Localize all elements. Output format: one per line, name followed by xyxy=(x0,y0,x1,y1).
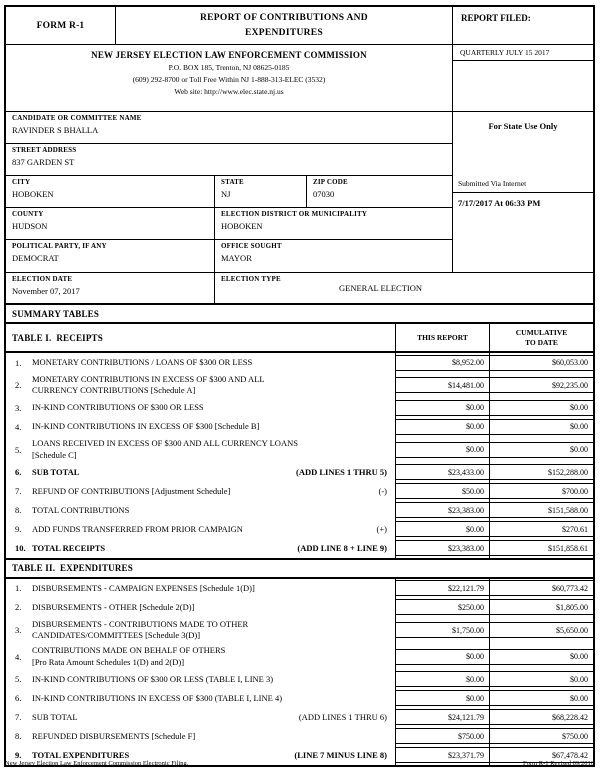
zip-field xyxy=(307,176,452,207)
row-description xyxy=(6,436,395,462)
amount-cumulative: $151,858.61 xyxy=(490,540,593,556)
form-title xyxy=(116,7,452,44)
amount-cumulative-cell xyxy=(489,539,593,558)
candidate-section xyxy=(6,112,593,273)
amount-this-report-cell xyxy=(395,417,489,436)
row-number: 7. xyxy=(15,486,22,497)
amount-cumulative: $60,053.00 xyxy=(490,355,593,371)
row-label xyxy=(32,486,230,497)
amount-this-report: $0.00 xyxy=(396,690,489,706)
amount-cumulative-cell xyxy=(489,643,593,669)
row-number: 9. xyxy=(15,750,22,761)
election-date-value: November 07, 2017 xyxy=(12,286,80,296)
amount-cumulative-cell xyxy=(489,463,593,482)
table1-row-3 xyxy=(6,398,593,417)
candidate-fields xyxy=(6,112,453,272)
street-field xyxy=(6,144,452,175)
amount-this-report: $14,481.00 xyxy=(396,377,489,393)
amount-this-report-cell xyxy=(395,670,489,689)
row-number: 9. xyxy=(15,524,22,535)
amount-this-report: $23,383.00 xyxy=(396,540,489,556)
amount-this-report-cell xyxy=(395,436,489,462)
submission-timestamp: 7/17/2017 At 06:33 PM xyxy=(458,197,541,208)
row-label-line: IN-KIND CONTRIBUTIONS OF $300 OR LESS xyxy=(32,402,204,413)
row-label xyxy=(32,602,194,613)
commission-name: NEW JERSEY ELECTION LAW ENFORCEMENT COMMISSION xyxy=(91,50,367,60)
form-number: FORM R-1 xyxy=(6,7,116,44)
row-label xyxy=(32,402,204,413)
election-type-label: ELECTION TYPE xyxy=(221,275,281,283)
state-use-bottom-spacer xyxy=(453,208,593,272)
amount-this-report: $0.00 xyxy=(396,521,489,537)
column-header-this-report xyxy=(395,324,489,351)
row-number: 2. xyxy=(15,380,22,391)
table2-rows xyxy=(6,579,593,765)
row-label-line: TOTAL CONTRIBUTIONS xyxy=(32,504,130,515)
table2-row-3 xyxy=(6,617,593,643)
election-date-label: ELECTION DATE xyxy=(12,275,73,283)
district-label: ELECTION DISTRICT OR MUNICIPALITY xyxy=(221,210,368,218)
amount-this-report: $50.00 xyxy=(396,483,489,499)
table2-row-2 xyxy=(6,598,593,617)
county-value: HUDSON xyxy=(12,221,48,231)
report-filed-box xyxy=(453,7,593,111)
row-label-line: SUB TOTAL xyxy=(32,711,78,722)
party-label: POLITICAL PARTY, IF ANY xyxy=(12,242,107,250)
header-left xyxy=(6,7,453,111)
amount-this-report: $0.00 xyxy=(396,671,489,687)
amount-this-report-cell xyxy=(395,463,489,482)
row-label-line: ADD FUNDS TRANSFERRED FROM PRIOR CAMPAIGN xyxy=(32,523,243,534)
amount-this-report-cell xyxy=(395,398,489,417)
cumulative-label: CUMULATIVE TO DATE xyxy=(515,328,568,347)
row-formula-note: (LINE 7 MINUS LINE 8) xyxy=(294,750,387,761)
amount-cumulative-cell xyxy=(489,617,593,643)
city-field xyxy=(6,176,215,207)
amount-this-report-cell xyxy=(395,501,489,520)
row-label-line: TOTAL EXPENDITURES xyxy=(32,749,130,760)
row-label-line: DISBURSEMENTS - CAMPAIGN EXPENSES [Schedule 1(D)] xyxy=(32,582,255,593)
commission-block xyxy=(6,45,452,111)
city-value: HOBOKEN xyxy=(12,189,54,199)
row-formula-note: (ADD LINE 8 + LINE 9) xyxy=(297,543,387,554)
table1-row-7 xyxy=(6,482,593,501)
amount-this-report: $24,121.79 xyxy=(396,709,489,725)
street-value: 837 GARDEN ST xyxy=(12,157,75,167)
row-description xyxy=(6,398,395,417)
row-label xyxy=(32,645,225,667)
row-label xyxy=(32,712,78,723)
table2-row-4 xyxy=(6,643,593,669)
candidate-name-value: RAVINDER S BHALLA xyxy=(12,125,99,135)
form-title-line1: REPORT OF CONTRIBUTIONS AND xyxy=(200,13,368,23)
row-label xyxy=(32,583,255,594)
office-field xyxy=(215,240,452,272)
amount-cumulative: $152,288.00 xyxy=(490,464,593,480)
amount-cumulative-cell xyxy=(489,579,593,598)
title-row xyxy=(6,7,452,45)
table1-row-9 xyxy=(6,520,593,539)
row-formula-note: (-) xyxy=(378,486,387,497)
amount-this-report-cell xyxy=(395,643,489,669)
row-description xyxy=(6,372,395,398)
amount-cumulative-cell xyxy=(489,520,593,539)
row-label xyxy=(32,467,79,478)
row-label xyxy=(32,374,265,396)
row-number: 7. xyxy=(15,712,22,723)
amount-this-report: $8,952.00 xyxy=(396,355,489,371)
amount-this-report-cell xyxy=(395,708,489,727)
row-formula-note: (+) xyxy=(376,524,387,535)
amount-cumulative: $0.00 xyxy=(490,649,593,665)
amount-cumulative: $68,228.42 xyxy=(490,709,593,725)
amount-this-report: $23,383.00 xyxy=(396,502,489,518)
table1-header xyxy=(6,324,593,353)
amount-cumulative: $0.00 xyxy=(490,690,593,706)
zip-value: 07030 xyxy=(313,189,335,199)
amount-cumulative: $5,650.00 xyxy=(490,622,593,638)
row-description xyxy=(6,463,395,482)
table1-row-5 xyxy=(6,436,593,462)
amount-this-report-cell xyxy=(395,520,489,539)
amount-cumulative-cell xyxy=(489,670,593,689)
row-label-line: CANDIDATES/COMMITTEES [Schedule 3(D)] xyxy=(32,630,201,641)
row-description xyxy=(6,643,395,669)
row-description xyxy=(6,539,395,558)
election-row xyxy=(6,273,593,303)
amount-cumulative: $700.00 xyxy=(490,483,593,499)
row-label xyxy=(32,543,105,554)
amount-this-report-cell xyxy=(395,727,489,746)
amount-cumulative: $0.00 xyxy=(490,671,593,687)
street-row xyxy=(6,144,452,176)
row-label xyxy=(32,731,195,742)
row-label xyxy=(32,524,243,535)
row-number: 6. xyxy=(15,467,22,478)
amount-this-report: $750.00 xyxy=(396,728,489,744)
row-label-line: REFUND OF CONTRIBUTIONS [Adjustment Schedule] xyxy=(32,485,231,496)
amount-this-report: $1,750.00 xyxy=(396,622,489,638)
table1-rows xyxy=(6,353,593,558)
amount-this-report: $0.00 xyxy=(396,649,489,665)
table2-row-7 xyxy=(6,708,593,727)
election-type-value: GENERAL ELECTION xyxy=(339,283,423,293)
state-use-box xyxy=(453,112,593,272)
row-label xyxy=(32,693,282,704)
row-label-line: IN-KIND CONTRIBUTIONS OF $300 OR LESS (TABLE I, LINE 3) xyxy=(32,673,274,684)
row-number: 2. xyxy=(15,602,22,613)
row-label-line: CURRENCY CONTRIBUTIONS [Schedule A] xyxy=(32,385,196,396)
amount-this-report: $23,433.00 xyxy=(396,464,489,480)
row-label xyxy=(32,619,248,641)
row-number: 3. xyxy=(15,625,22,636)
amount-this-report-cell xyxy=(395,579,489,598)
table1-row-6 xyxy=(6,463,593,482)
office-label: OFFICE SOUGHT xyxy=(221,242,282,250)
election-type-field xyxy=(215,273,593,303)
row-label-line: REFUNDED DISBURSEMENTS [Schedule F] xyxy=(32,730,196,741)
row-label-line: [Schedule C] xyxy=(32,449,77,460)
row-label-line: MONETARY CONTRIBUTIONS / LOANS OF $300 OR LESS xyxy=(32,356,253,367)
party-value: DEMOCRAT xyxy=(12,253,59,263)
row-number: 1. xyxy=(15,357,22,368)
amount-cumulative: $0.00 xyxy=(490,400,593,416)
row-label xyxy=(32,674,273,685)
column-header-cumulative xyxy=(489,324,593,351)
row-label-line: IN-KIND CONTRIBUTIONS IN EXCESS OF $300 [Schedule B] xyxy=(32,421,260,432)
row-number: 8. xyxy=(15,505,22,516)
amount-this-report: $0.00 xyxy=(396,442,489,458)
election-date-field xyxy=(6,273,215,303)
row-description xyxy=(6,689,395,708)
form-header xyxy=(6,7,593,112)
table2-row-5 xyxy=(6,670,593,689)
amount-cumulative-cell xyxy=(489,501,593,520)
row-label-line: SUB TOTAL xyxy=(32,466,80,477)
row-description xyxy=(6,727,395,746)
row-description xyxy=(6,670,395,689)
table1-row-4 xyxy=(6,417,593,436)
amount-cumulative-cell xyxy=(489,727,593,746)
city-state-zip-row xyxy=(6,176,452,208)
amount-cumulative: $0.00 xyxy=(490,442,593,458)
amount-cumulative-cell xyxy=(489,436,593,462)
party-field xyxy=(6,240,215,272)
row-description xyxy=(6,520,395,539)
candidate-name-label: CANDIDATE OR COMMITTEE NAME xyxy=(12,114,142,122)
candidate-name-row xyxy=(6,112,452,144)
row-label-line: LOANS RECEIVED IN EXCESS OF $300 AND ALL CURRENCY LOANS xyxy=(32,438,298,449)
amount-cumulative-cell xyxy=(489,417,593,436)
row-number: 1. xyxy=(15,583,22,594)
row-label-line: IN-KIND CONTRIBUTIONS IN EXCESS OF $300 (TABLE I, LINE 4) xyxy=(32,692,283,703)
row-number: 4. xyxy=(15,651,22,662)
amount-cumulative: $1,805.00 xyxy=(490,599,593,615)
footer-right-note: Form R-1 Revised 09/2016 xyxy=(523,760,594,767)
report-filed-label: REPORT FILED: xyxy=(453,7,593,45)
row-label-line: [Pro Rata Amount Schedules 1(D) and 2(D)] xyxy=(32,656,185,667)
city-label: CITY xyxy=(12,178,31,186)
row-number: 8. xyxy=(15,731,22,742)
row-number: 6. xyxy=(15,693,22,704)
amount-cumulative: $750.00 xyxy=(490,728,593,744)
amount-cumulative: $92,235.00 xyxy=(490,377,593,393)
form-footer xyxy=(5,760,594,767)
county-district-row xyxy=(6,208,452,240)
form-title-line2: EXPENDITURES xyxy=(244,28,324,38)
row-description xyxy=(6,598,395,617)
state-use-title: For State Use Only xyxy=(488,121,558,131)
amount-cumulative: $270.61 xyxy=(490,521,593,537)
row-number: 5. xyxy=(15,444,22,455)
row-description xyxy=(6,708,395,727)
commission-website: Web site: http://www.elec.state.nj.us xyxy=(174,87,284,96)
amount-cumulative-cell xyxy=(489,689,593,708)
row-description xyxy=(6,353,395,372)
district-value: HOBOKEN xyxy=(221,221,263,231)
amount-cumulative: $151,588.00 xyxy=(490,502,593,518)
row-number: 4. xyxy=(15,421,22,432)
row-label-line: CONTRIBUTIONS MADE ON BEHALF OF OTHERS xyxy=(32,645,226,656)
table1-row-2 xyxy=(6,372,593,398)
table1-row-8 xyxy=(6,501,593,520)
amount-this-report-cell xyxy=(395,539,489,558)
row-label xyxy=(32,505,129,516)
amount-cumulative: $0.00 xyxy=(490,419,593,435)
amount-this-report: $23,371.79 xyxy=(396,747,489,763)
state-field xyxy=(215,176,307,207)
amount-this-report: $0.00 xyxy=(396,400,489,416)
table1-title: TABLE I. RECEIPTS xyxy=(12,332,103,343)
this-report-label: THIS REPORT xyxy=(417,332,468,342)
amount-cumulative-cell xyxy=(489,372,593,398)
state-value: NJ xyxy=(221,189,231,199)
commission-phone: (609) 292-8700 or Toll Free Within NJ 1-888-313-ELEC (3532) xyxy=(132,75,326,84)
table1-row-1 xyxy=(6,353,593,372)
county-label: COUNTY xyxy=(12,210,44,218)
amount-cumulative-cell xyxy=(489,482,593,501)
summary-tables-band: SUMMARY TABLES xyxy=(6,303,593,324)
row-description xyxy=(6,482,395,501)
zip-label: ZIP CODE xyxy=(313,178,348,186)
form-border xyxy=(4,5,595,767)
report-filed-value: QUARTERLY JULY 15 2017 xyxy=(453,45,593,61)
table2-row-1 xyxy=(6,579,593,598)
amount-cumulative-cell xyxy=(489,398,593,417)
row-label xyxy=(32,421,259,432)
row-label xyxy=(32,438,298,460)
table1-row-10 xyxy=(6,539,593,558)
row-description xyxy=(6,579,395,598)
row-label-line: DISBURSEMENTS - OTHER [Schedule 2(D)] xyxy=(32,601,195,612)
street-label: STREET ADDRESS xyxy=(12,146,77,154)
row-description xyxy=(6,617,395,643)
row-label xyxy=(32,357,252,368)
amount-this-report-cell xyxy=(395,372,489,398)
amount-cumulative: $67,478.42 xyxy=(490,747,593,763)
row-formula-note: (ADD LINES 1 THRU 6) xyxy=(298,712,387,723)
row-label-line: TOTAL RECEIPTS xyxy=(32,542,106,553)
amount-cumulative: $60,773.42 xyxy=(490,580,593,596)
state-label: STATE xyxy=(221,178,244,186)
amount-this-report-cell xyxy=(395,353,489,372)
row-label-line: MONETARY CONTRIBUTIONS IN EXCESS OF $300 AND ALL xyxy=(32,374,265,384)
row-description xyxy=(6,417,395,436)
amount-this-report-cell xyxy=(395,689,489,708)
amount-this-report: $0.00 xyxy=(396,419,489,435)
row-number: 10. xyxy=(15,543,26,554)
amount-this-report-cell xyxy=(395,617,489,643)
submitted-via: Submitted Via Internet xyxy=(453,177,593,193)
candidate-name-field xyxy=(6,112,452,143)
amount-this-report-cell xyxy=(395,482,489,501)
commission-address: P.O. BOX 185, Trenton, NJ 08625-0185 xyxy=(168,63,290,72)
party-office-row xyxy=(6,240,452,272)
amount-this-report: $22,121.79 xyxy=(396,580,489,596)
amount-this-report-cell xyxy=(395,598,489,617)
district-field xyxy=(215,208,452,239)
row-formula-note: (ADD LINES 1 THRU 5) xyxy=(296,467,387,478)
footer-left-note: New Jersey Election Law Enforcement Commission Electronic Filing. xyxy=(5,760,189,767)
row-description xyxy=(6,501,395,520)
amount-cumulative-cell xyxy=(489,598,593,617)
table2-band: TABLE II. EXPENDITURES xyxy=(6,558,593,579)
amount-cumulative-cell xyxy=(489,708,593,727)
row-label-line: DISBURSEMENTS - CONTRIBUTIONS MADE TO OTHER xyxy=(32,618,249,629)
county-field xyxy=(6,208,215,239)
office-value: MAYOR xyxy=(221,253,252,263)
state-use-spacer xyxy=(453,131,593,177)
table2-row-6 xyxy=(6,689,593,708)
row-number: 3. xyxy=(15,402,22,413)
amount-cumulative-cell xyxy=(489,353,593,372)
row-number: 5. xyxy=(15,674,22,685)
table2-row-8 xyxy=(6,727,593,746)
amount-this-report: $250.00 xyxy=(396,599,489,615)
